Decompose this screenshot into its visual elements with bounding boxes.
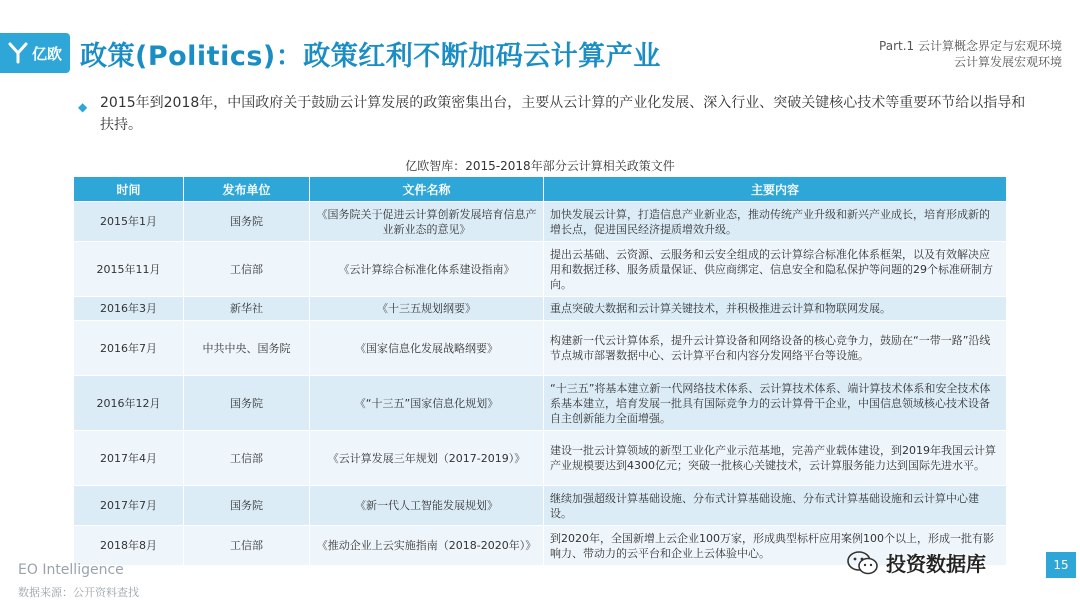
- logo-text: 亿欧: [31, 44, 62, 63]
- section-label-part: Part.1 云计算概念界定与宏观环境: [879, 39, 1062, 53]
- watermark: [846, 548, 986, 577]
- logo: [0, 33, 70, 73]
- wechat-icon: [846, 550, 880, 576]
- cell-org: 国务院: [184, 486, 310, 526]
- cell-org: 中共中央、国务院: [184, 321, 310, 376]
- policy-table: [73, 176, 1006, 566]
- cell-org: 工信部: [184, 431, 310, 486]
- section-label: [879, 38, 1062, 70]
- table-row: [74, 321, 1007, 376]
- cell-content: 构建新一代云计算体系，提升云计算设备和网络设备的核心竞争力，鼓励在“一带一路”沿线节点城市部署数据中心、云计算平台和内容分发网络平台等设施。: [544, 321, 1007, 376]
- cell-org: 工信部: [184, 526, 310, 566]
- cell-org: 工信部: [184, 242, 310, 297]
- footer-brand: EO Intelligence: [18, 562, 124, 578]
- page-number: 15: [1046, 552, 1076, 578]
- column-header-content: 主要内容: [544, 177, 1007, 202]
- cell-name: 《十三五规划纲要》: [310, 297, 544, 321]
- data-source-note: 数据来源：公开资料查找: [18, 586, 139, 599]
- cell-content: 到2020年，全国新增上云企业100万家，形成典型标杆应用案例100个以上，形成一批有影响力、带动力的云平台和企业上云体验中心。: [544, 526, 1007, 566]
- cell-name: 《国务院关于促进云计算创新发展培育信息产业新业态的意见》: [310, 202, 544, 242]
- cell-org: 国务院: [184, 202, 310, 242]
- cell-content: 继续加强超级计算基础设施、分布式计算基础设施、分布式计算基础设施和云计算中心建设。: [544, 486, 1007, 526]
- yiou-logo-icon: [8, 42, 28, 64]
- cell-content: 建设一批云计算领域的新型工业化产业示范基地，完善产业载体建设，到2019年我国云计算产业规模要达到4300亿元；突破一批核心关键技术，云计算服务能力达到国际先进水平。: [544, 431, 1007, 486]
- intro-paragraph: [78, 92, 1038, 136]
- cell-time: 2015年11月: [74, 242, 184, 297]
- table-row: [74, 297, 1007, 321]
- cell-time: 2015年1月: [74, 202, 184, 242]
- intro-text: 2015年到2018年，中国政府关于鼓励云计算发展的政策密集出台，主要从云计算的产业化发展、深入行业、突破关键核心技术等重要环节给以指导和扶持。: [100, 95, 1026, 133]
- cell-time: 2016年7月: [74, 321, 184, 376]
- page-title: 政策(Politics)：政策红利不断加码云计算产业: [80, 41, 661, 72]
- cell-name: 《“十三五”国家信息化规划》: [310, 376, 544, 431]
- diamond-bullet-icon: ◆: [78, 100, 88, 114]
- table-caption: 亿欧智库：2015-2018年部分云计算相关政策文件: [405, 159, 675, 173]
- table-row: [74, 376, 1007, 431]
- table-row: [74, 431, 1007, 486]
- watermark-text: 投资数据库: [886, 552, 986, 576]
- cell-name: 《国家信息化发展战略纲要》: [310, 321, 544, 376]
- column-header-org: 发布单位: [184, 177, 310, 202]
- cell-content: “十三五”将基本建立新一代网络技术体系、云计算技术体系、端计算技术体系和安全技术体系基本建立，培育发展一批具有国际竞争力的云计算骨干企业，中国信息领域核心技术设备自主创新能力全面增强。: [544, 376, 1007, 431]
- cell-content: 提出云基础、云资源、云服务和云安全组成的云计算综合标准化体系框架，以及有效解决应用和数据迁移、服务质量保证、供应商绑定、信息安全和隐私保护等问题的29个标准研制方向。: [544, 242, 1007, 297]
- cell-name: 《云计算发展三年规划（2017-2019）》: [310, 431, 544, 486]
- table-row: [74, 486, 1007, 526]
- column-header-time: 时间: [74, 177, 184, 202]
- cell-time: 2016年12月: [74, 376, 184, 431]
- cell-name: 《推动企业上云实施指南（2018-2020年）》: [310, 526, 544, 566]
- cell-org: 国务院: [184, 376, 310, 431]
- cell-content: 重点突破大数据和云计算关键技术，并积极推进云计算和物联网发展。: [544, 297, 1007, 321]
- cell-content: 加快发展云计算，打造信息产业新业态，推动传统产业升级和新兴产业成长，培育形成新的增长点，促进国民经济提质增效升级。: [544, 202, 1007, 242]
- cell-name: 《新一代人工智能发展规划》: [310, 486, 544, 526]
- cell-time: 2018年8月: [74, 526, 184, 566]
- cell-name: 《云计算综合标准化体系建设指南》: [310, 242, 544, 297]
- cell-time: 2017年4月: [74, 431, 184, 486]
- column-header-name: 文件名称: [310, 177, 544, 202]
- table-row: [74, 242, 1007, 297]
- table-header-row: [74, 177, 1007, 202]
- section-label-sub: 云计算发展宏观环境: [953, 55, 1062, 69]
- table-row: [74, 202, 1007, 242]
- cell-org: 新华社: [184, 297, 310, 321]
- cell-time: 2016年3月: [74, 297, 184, 321]
- cell-time: 2017年7月: [74, 486, 184, 526]
